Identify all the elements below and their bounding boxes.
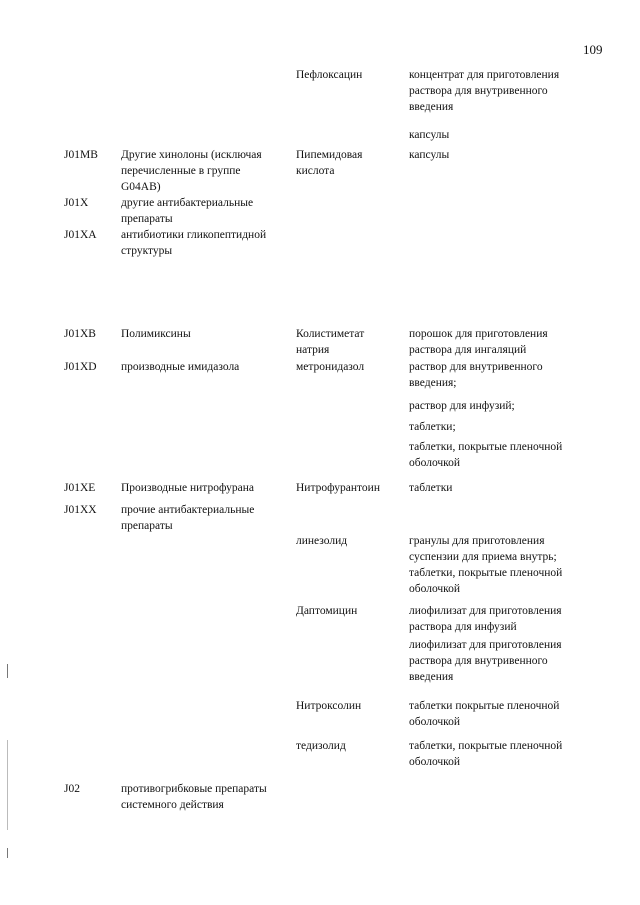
drug-name: Колистиметат натрия [296,328,365,356]
dosage-form: таблетки, покрытые пленочной оболочкой [409,441,563,469]
group-name: производные имидазола [121,361,240,373]
group-name: Другие хинолоны (исключая перечисленные в группе G04AB) [121,149,262,193]
drug-name: Нитроксолин [296,700,362,712]
group-name: прочие антибактериальные препараты [121,504,255,532]
atc-code: J01X [64,197,89,209]
group-name: Производные нитрофурана [121,482,254,494]
dosage-form: таблетки покрытые пленочной оболочкой [409,700,560,728]
page-number: 109 [583,42,603,57]
dosage-form: капсулы [409,149,450,161]
dosage-form: таблетки [409,482,453,494]
group-name: Полимиксины [121,328,191,340]
dosage-form: лиофилизат для приготовления раствора для внутривенного введения [409,639,562,683]
drug-name: Нитрофурантоин [296,482,380,494]
dosage-form: раствор для внутривенного введения; [409,361,543,389]
drug-name: Пипемидовая кислота [296,149,363,177]
dosage-form: концентрат для приготовления раствора для внутривенного введения [409,69,560,113]
scan-margin-mark [7,848,8,858]
atc-code: J02 [64,783,80,795]
dosage-form: капсулы [409,129,450,141]
dosage-form: лиофилизат для приготовления раствора для инфузий [409,605,562,633]
dosage-form: таблетки, покрытые пленочной оболочкой [409,740,563,768]
atc-code: J01MB [64,149,98,161]
drug-name: Даптомицин [296,605,358,617]
dosage-form: порошок для приготовления раствора для ингаляций [409,328,548,356]
scan-margin-mark [7,740,8,830]
dosage-form: раствор для инфузий; [409,400,515,412]
atc-code: J01XB [64,328,96,340]
atc-code: J01XD [64,361,97,373]
dosage-form: таблетки; [409,421,456,433]
drug-name: линезолид [296,535,348,547]
scan-margin-mark [7,664,8,678]
drug-name: Пефлоксацин [296,69,363,81]
atc-code: J01XX [64,504,97,516]
atc-code: J01XE [64,482,96,494]
group-name: другие антибактериальные препараты [121,197,254,225]
group-name: антибиотики гликопептидной структуры [121,229,267,257]
dosage-form: гранулы для приготовления суспензии для приема внутрь; таблетки, покрытые пленочной оболочкой [409,535,563,595]
atc-code: J01XA [64,229,97,241]
drug-name: тедизолид [296,740,346,752]
group-name: противогрибковые препараты системного действия [121,783,267,811]
drug-name: метронидазол [296,361,365,373]
